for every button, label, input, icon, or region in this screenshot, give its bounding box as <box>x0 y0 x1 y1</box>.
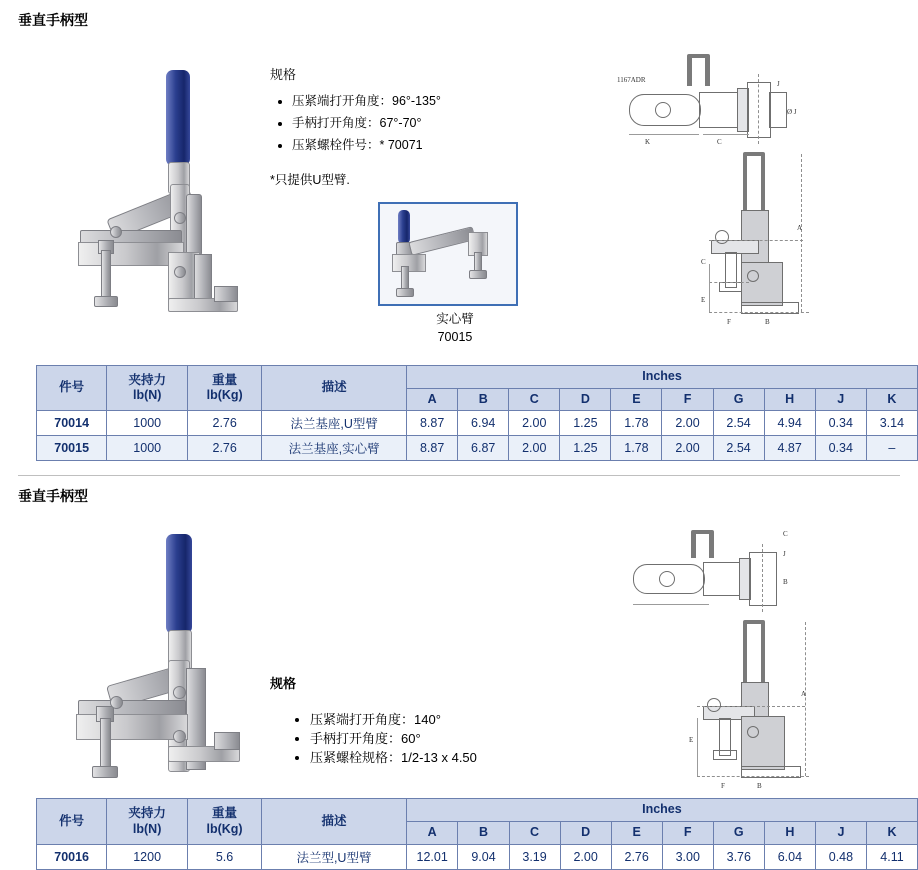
parts-table-1 <box>36 365 918 461</box>
spec-note: *只提供U型臂. <box>270 172 350 187</box>
cell-part-no: 70015 <box>37 436 107 461</box>
header-dim-e: E <box>611 822 662 845</box>
parts-table-2 <box>36 798 918 869</box>
header-weight: 重量 lb(Kg) <box>188 366 262 411</box>
cell-dim-h: 4.94 <box>764 411 815 436</box>
cell-force: 1000 <box>107 411 188 436</box>
header-dim-b: B <box>458 822 509 845</box>
header-dim-d: D <box>560 388 611 411</box>
cell-dim-a: 12.01 <box>406 844 458 869</box>
cell-dim-f: 2.00 <box>662 411 713 436</box>
header-force: 夹持力 lb(N) <box>107 366 188 411</box>
cell-dim-h: 4.87 <box>764 436 815 461</box>
table-header-row <box>37 366 918 389</box>
product-section-2 <box>0 486 918 869</box>
product-photo-70014 <box>18 34 248 304</box>
cell-weight: 2.76 <box>188 411 262 436</box>
cell-dim-e: 2.76 <box>611 844 662 869</box>
cell-dim-c: 3.19 <box>509 844 560 869</box>
cell-dim-d: 1.25 <box>560 411 611 436</box>
header-dim-a: A <box>406 822 458 845</box>
table-row <box>37 411 918 436</box>
spec-block-2 <box>248 510 615 779</box>
cell-description: 法兰型,U型臂 <box>262 844 407 869</box>
cell-force: 1200 <box>107 844 188 869</box>
spec-item: • 压紧螺栓件号：* 70071 <box>292 137 615 154</box>
header-dim-g: G <box>713 822 764 845</box>
cell-dim-b: 6.94 <box>458 411 509 436</box>
header-description: 描述 <box>262 366 407 411</box>
cell-dim-h: 6.04 <box>764 844 815 869</box>
cell-dim-j: 0.34 <box>815 436 866 461</box>
cell-dim-d: 1.25 <box>560 436 611 461</box>
cell-dim-b: 6.87 <box>458 436 509 461</box>
cell-dim-c: 2.00 <box>509 436 560 461</box>
spec-item: • 手柄打开角度：67°-70° <box>292 115 615 132</box>
cell-dim-a: 8.87 <box>407 436 458 461</box>
cell-dim-g: 3.76 <box>713 844 764 869</box>
spec-block-1 <box>248 34 615 347</box>
header-dim-c: C <box>509 822 560 845</box>
cell-dim-b: 9.04 <box>458 844 509 869</box>
cell-dim-e: 1.78 <box>611 411 662 436</box>
cell-dim-k: 3.14 <box>866 411 917 436</box>
cell-dim-k: – <box>866 436 917 461</box>
cell-description: 法兰基座,实心臂 <box>262 436 407 461</box>
cell-dim-d: 2.00 <box>560 844 611 869</box>
header-dim-c: C <box>509 388 560 411</box>
catalog-page <box>0 10 918 870</box>
spec-list <box>274 93 615 154</box>
header-dim-h: H <box>764 822 815 845</box>
product-section-1 <box>0 10 918 461</box>
cell-part-no: 70016 <box>37 844 107 869</box>
spec-list <box>270 709 615 766</box>
inset-caption-part: 70015 <box>437 330 473 345</box>
header-description: 描述 <box>262 799 407 844</box>
header-dim-k: K <box>866 822 917 845</box>
header-dim-j: J <box>815 822 866 845</box>
header-dim-j: J <box>815 388 866 411</box>
cell-dim-j: 0.48 <box>815 844 866 869</box>
spec-heading: 规格 <box>270 675 297 691</box>
drawing-code: 1167ADR <box>617 76 646 84</box>
table-row <box>37 844 918 869</box>
product-photo-70016 <box>18 510 248 775</box>
cell-part-no: 70014 <box>37 411 107 436</box>
header-inches: Inches <box>406 799 917 822</box>
section-title: 垂直手柄型 <box>18 488 88 505</box>
cell-dim-a: 8.87 <box>407 411 458 436</box>
header-dim-k: K <box>866 388 917 411</box>
table-header-row <box>37 799 918 822</box>
cell-dim-g: 2.54 <box>713 411 764 436</box>
header-dim-f: F <box>662 388 713 411</box>
cell-description: 法兰基座,U型臂 <box>262 411 407 436</box>
header-part-no: 件号 <box>37 366 107 411</box>
inset-caption <box>330 310 580 348</box>
header-dim-b: B <box>458 388 509 411</box>
technical-drawing-1: 1167ADR K C J Ø J A C E B F <box>615 34 900 324</box>
section-title: 垂直手柄型 <box>18 12 88 28</box>
cell-dim-c: 2.00 <box>509 411 560 436</box>
header-dim-d: D <box>560 822 611 845</box>
cell-dim-g: 2.54 <box>713 436 764 461</box>
header-part-no: 件号 <box>37 799 107 844</box>
inset-photo-70015 <box>378 202 518 306</box>
header-weight: 重量 lb(Kg) <box>188 799 262 844</box>
cell-dim-j: 0.34 <box>815 411 866 436</box>
inset-caption-name: 实心臂 <box>436 311 474 326</box>
cell-dim-k: 4.11 <box>866 844 917 869</box>
spec-heading: 规格 <box>270 67 297 82</box>
spec-item: • 压紧螺栓规格：1/2-13 x 4.50 <box>310 747 615 766</box>
header-force: 夹持力 lb(N) <box>107 799 188 844</box>
technical-drawing-2: J B C A E B F <box>615 510 900 780</box>
header-dim-h: H <box>764 388 815 411</box>
cell-dim-e: 1.78 <box>611 436 662 461</box>
cell-force: 1000 <box>107 436 188 461</box>
cell-weight: 5.6 <box>188 844 262 869</box>
spec-item: • 手柄打开角度：60° <box>310 728 615 747</box>
cell-dim-f: 2.00 <box>662 436 713 461</box>
header-dim-g: G <box>713 388 764 411</box>
cell-weight: 2.76 <box>188 436 262 461</box>
spec-item: • 压紧端打开角度：96°-135° <box>292 93 615 110</box>
table-row <box>37 436 918 461</box>
header-dim-f: F <box>662 822 713 845</box>
cell-dim-f: 3.00 <box>662 844 713 869</box>
section-divider <box>18 475 900 476</box>
spec-item: • 压紧端打开角度：140° <box>310 709 615 728</box>
header-dim-a: A <box>407 388 458 411</box>
header-dim-e: E <box>611 388 662 411</box>
header-inches: Inches <box>407 366 918 389</box>
